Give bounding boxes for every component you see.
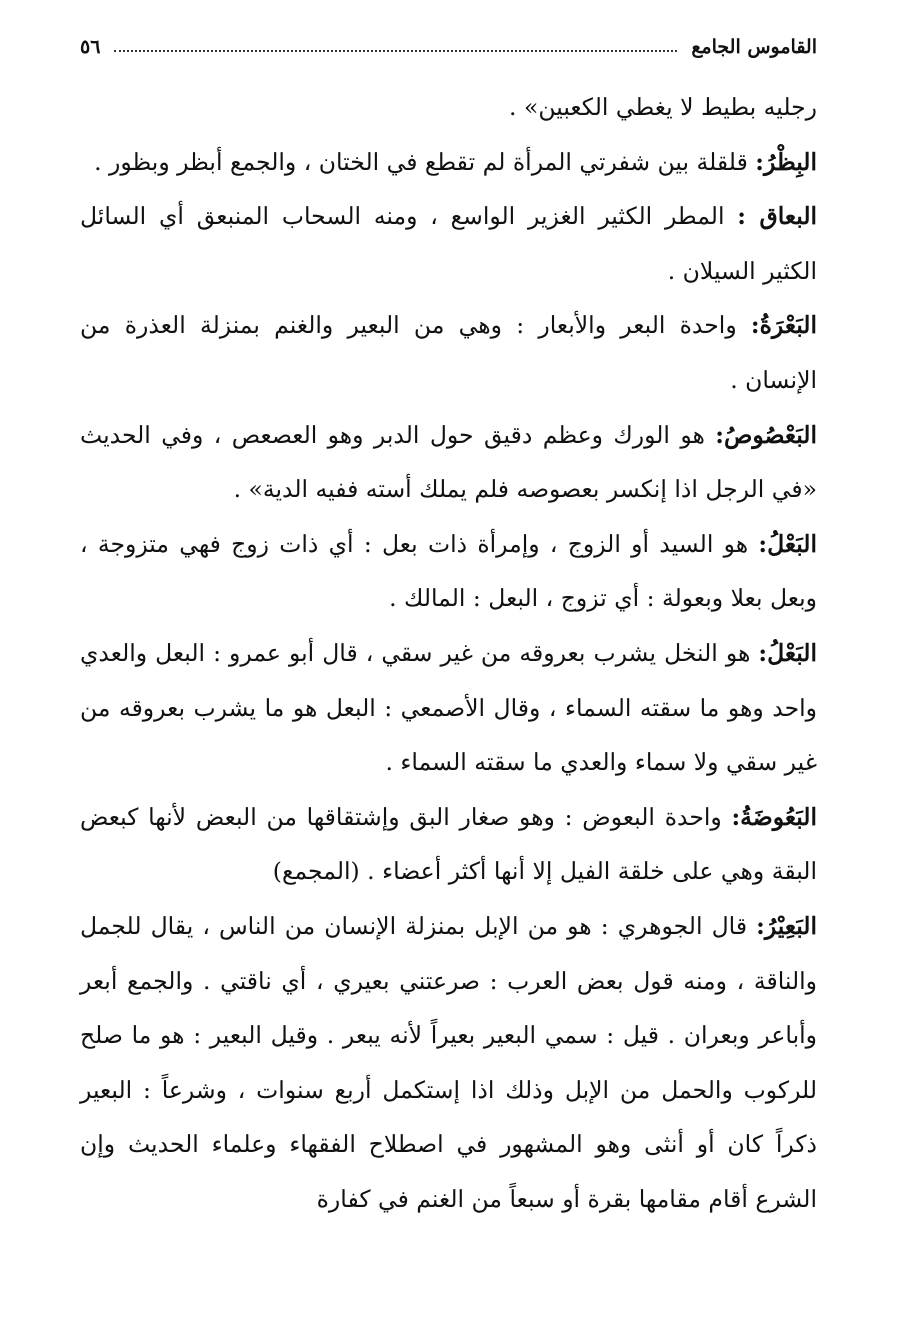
entry-term: البَعُوضَةُ: (731, 802, 817, 831)
entry-albal-palm (80, 626, 817, 790)
dictionary-text (80, 80, 817, 1226)
entry-definition: قال الجوهري : هو من الإبل بمنزلة الإنسان من الناس ، يقال للجمل والناقة ، ومنه قول بعض العرب : صرعتني بعيري ، أي ناقتي . والجمع أبعر وأباعر وبعران . قيل : سمي البعير بعيراً لأنه يبعر . وقيل البعير : هو ما صلح للركوب والحمل من الإبل وذلك اذا إستكمل أربع سنوات ، وشرعاً : البعير ذكراً كان أو أنثى وهو المشهور في اصطلاح الفقهاء وعلماء الحديث وإن الشرع أقام مقامها بقرة أو سبعاً من الغنم في كفارة (80, 911, 817, 1213)
entry-definition: المطر الكثير الغزير الواسع ، ومنه السحاب المنبعق أي السائل الكثير السيلان . (80, 202, 817, 285)
entry-albaooda (80, 790, 817, 899)
continuation-paragraph: رجليه بطيط لا يغطي الكعبين» . (509, 93, 817, 121)
page-header (80, 30, 817, 64)
entry-term: البَعِيْرُ: (756, 911, 817, 940)
entry-definition: هو النخل يشرب بعروقه من غير سقي ، قال أبو عمرو : البعل والعدي واحد وهو ما سقته السماء ، وقال الأصمعي : البعل هو ما يشرب بعروقه من غير سقي ولا سماء والعدي ما سقته السماء . (80, 638, 817, 777)
entry-term: البِظْرُ: (755, 147, 817, 176)
entry-term: البَعْصُوصُ: (715, 420, 817, 449)
page-number: ٥٦ (80, 36, 101, 58)
book-title: القاموس الجامع (691, 36, 817, 58)
entry-definition: واحدة البعر والأبعار : وهي من البعير والغنم بمنزلة العذرة من الإنسان . (80, 311, 817, 394)
entry-albal-husband (80, 517, 817, 626)
entry-albizr (80, 135, 817, 190)
entry-albasoos (80, 408, 817, 517)
entry-definition: هو السيد أو الزوج ، وإمرأة ذات بعل : أي ذات زوج فهي متزوجة ، وبعل بعلا وبعولة : أي تزوج ، البعل : المالك . (80, 529, 817, 613)
entry-term: البَعْلُ: (758, 638, 817, 667)
entry-term: البَعْرَةُ: (750, 311, 817, 340)
entry-definition: هو الورك وعظم دقيق حول الدبر وهو العصعص ، وفي الحديث «في الرجل اذا إنكسر بعصوصه فلم يملك أسته ففيه الدية» . (80, 420, 817, 504)
entry-term: البعاق : (737, 202, 818, 231)
header-dotted-leader (114, 50, 677, 52)
entry-albaara (80, 298, 817, 407)
entry-albuaq (80, 189, 817, 298)
entry-definition: واحدة البعوض : وهو صغار البق وإشتقاقها من البعض لأنها كبعض البقة وهي على خلقة الفيل إلا أنها أكثر أعضاء . (المجمع) (80, 802, 817, 886)
entry-term: البَعْلُ: (758, 529, 817, 558)
entry-definition: قلقلة بين شفرتي المرأة لم تقطع في الختان ، والجمع أبظر وبظور . (94, 147, 756, 176)
entry-albaeer (80, 899, 817, 1227)
